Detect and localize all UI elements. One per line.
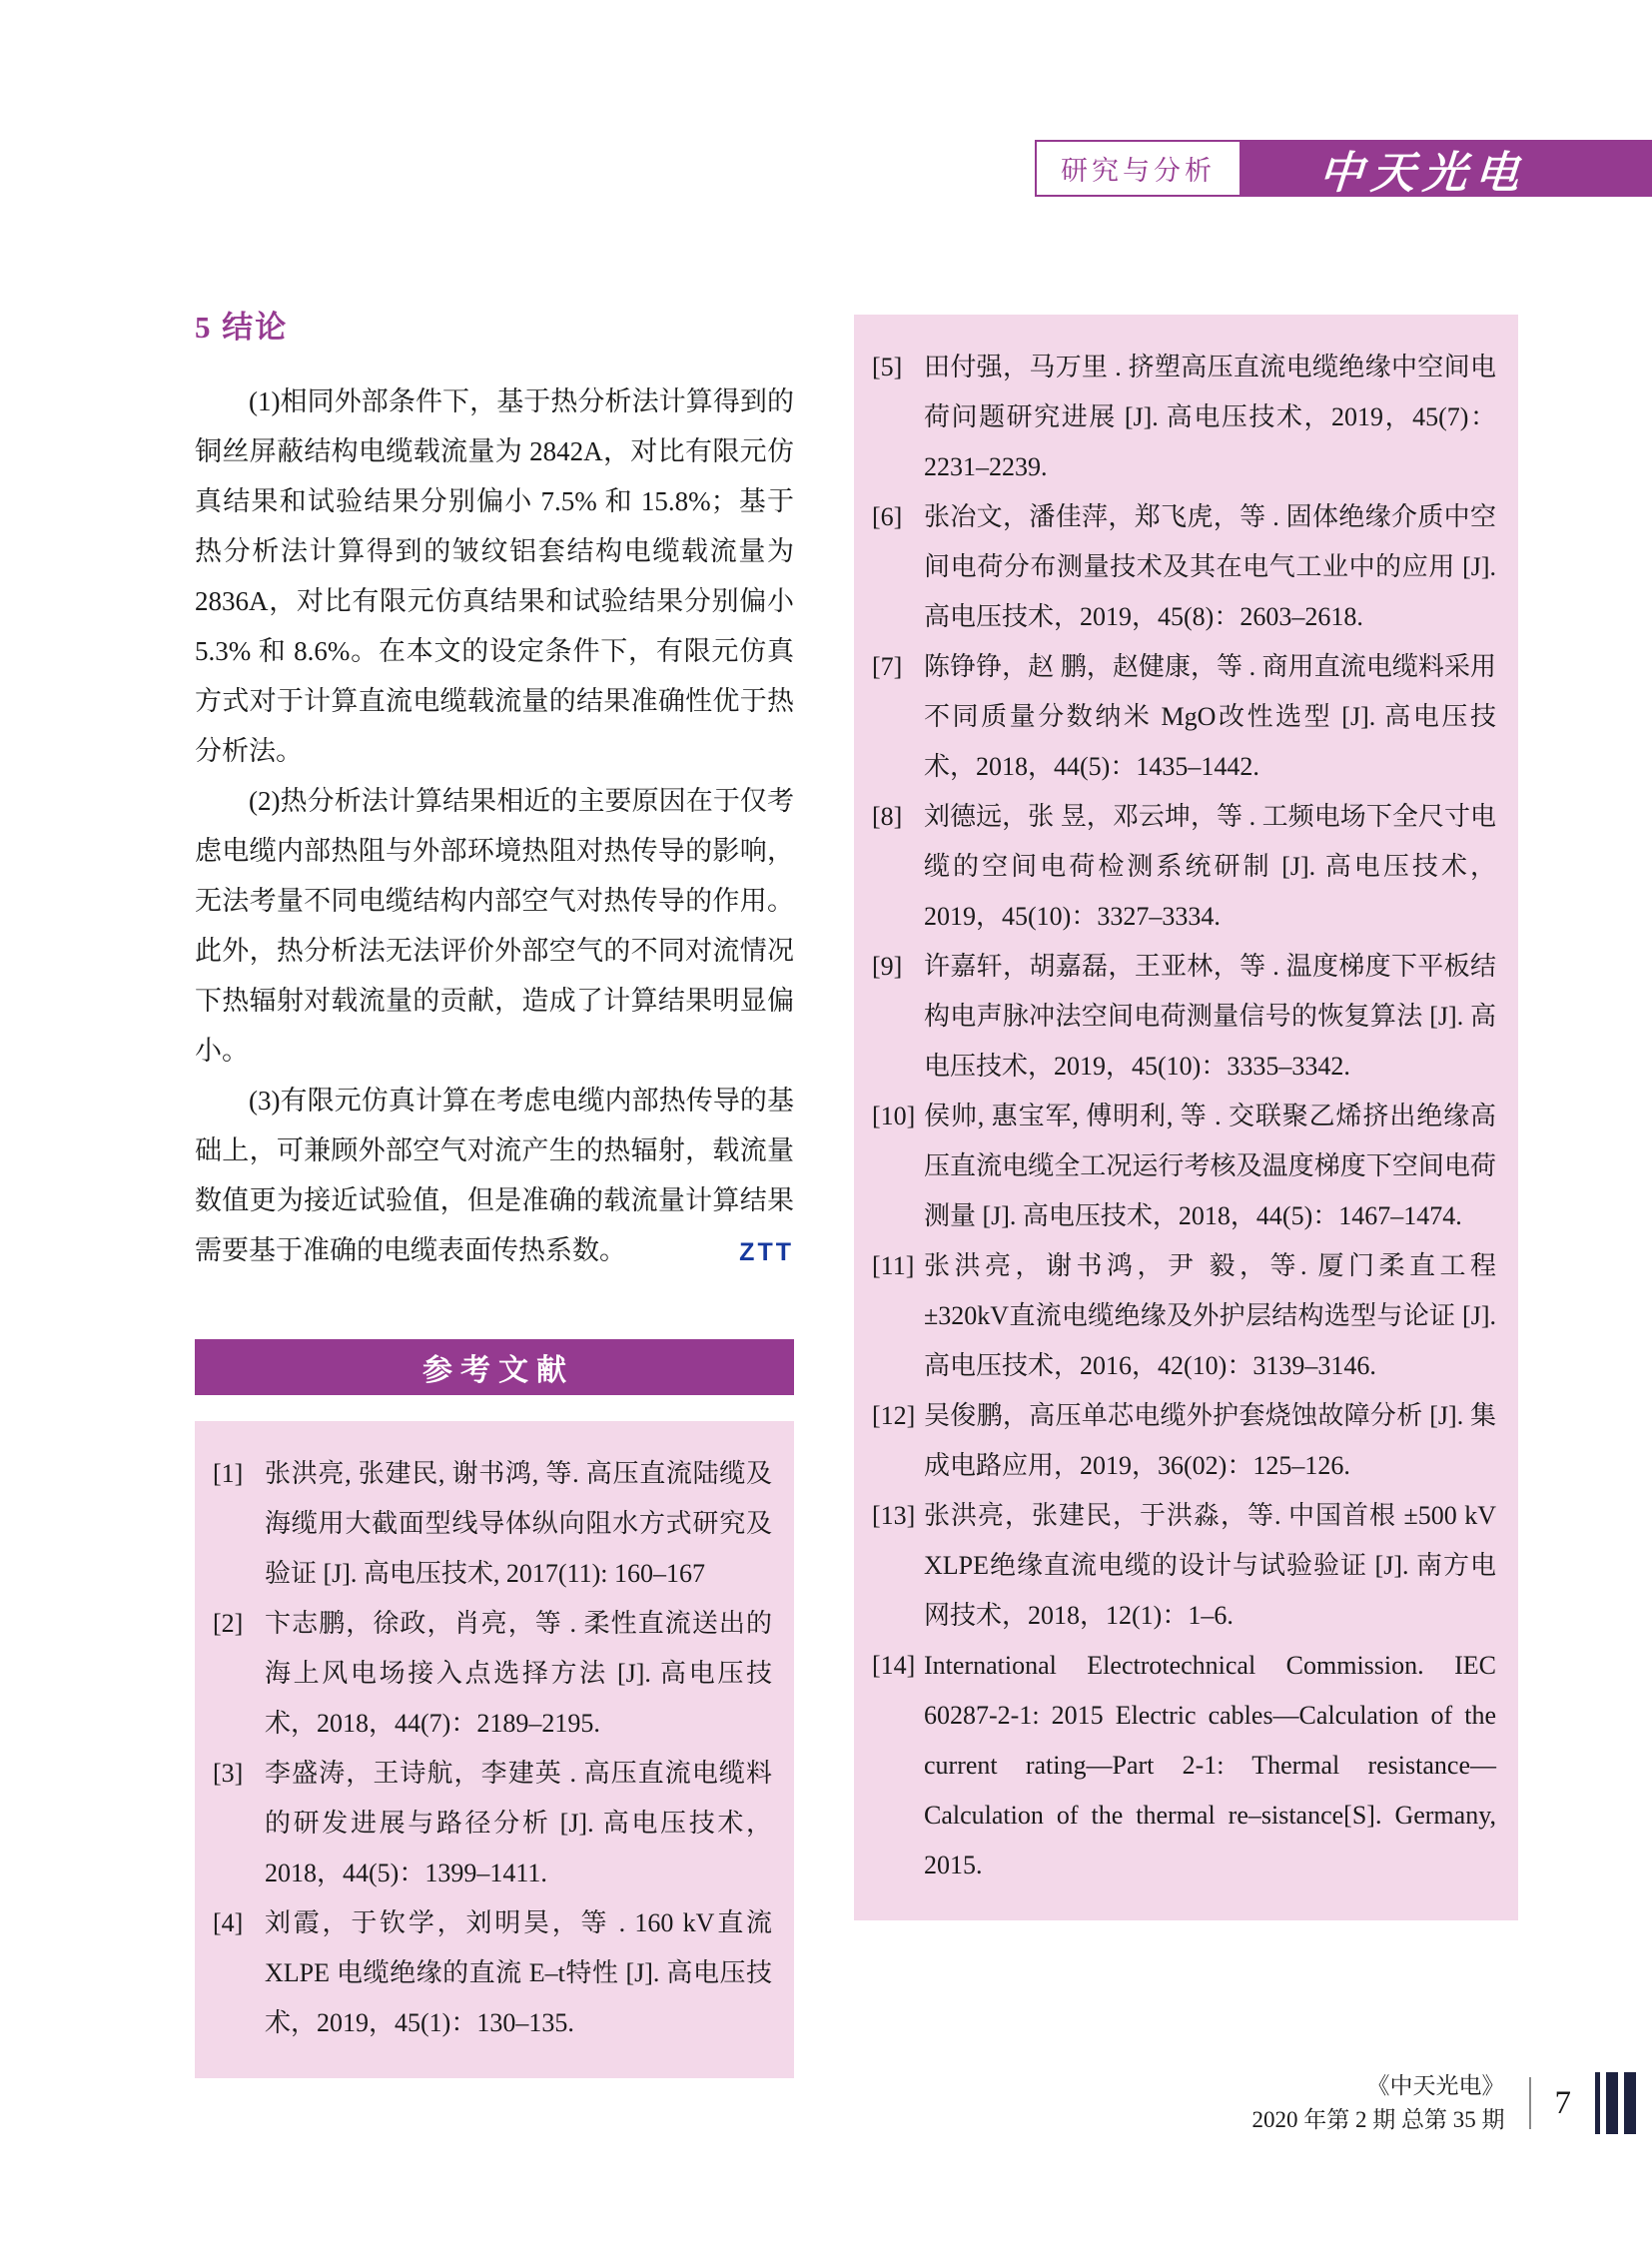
reference-number: [5] bbox=[872, 353, 903, 381]
footer-divider bbox=[1529, 2077, 1531, 2129]
reference-number: [14] bbox=[872, 1651, 916, 1680]
reference-number: [1] bbox=[213, 1459, 244, 1488]
reference-text: 陈铮铮，赵 鹏，赵健康，等 . 商用直流电缆料采用不同质量分数纳米 MgO改性选型 [J]. 高电压技术，2018，44(5)：1435–1442. bbox=[924, 652, 1496, 781]
reference-number: [4] bbox=[213, 1908, 244, 1937]
reference-item bbox=[872, 1491, 1496, 1641]
reference-text: 张冶文，潘佳萍，郑飞虎，等 . 固体绝缘介质中空间电荷分布测量技术及其在电气工业中的应用 [J]. 高电压技术，2019，45(8)：2603–2618. bbox=[924, 502, 1496, 631]
conclusion-body bbox=[195, 376, 794, 1275]
reference-number: [7] bbox=[872, 652, 903, 681]
reference-text: 吴俊鹏，高压单芯电缆外护套烧蚀故障分析 [J]. 集成电路应用，2019，36(02)：125–126. bbox=[924, 1401, 1496, 1480]
reference-number: [12] bbox=[872, 1401, 916, 1430]
reference-item bbox=[872, 792, 1496, 942]
reference-number: [3] bbox=[213, 1759, 244, 1788]
references-box-right bbox=[854, 315, 1518, 1920]
reference-number: [8] bbox=[872, 802, 903, 831]
reference-item bbox=[872, 343, 1496, 492]
journal-logo: 中天光电 bbox=[1316, 148, 1529, 198]
reference-number: [11] bbox=[872, 1251, 915, 1280]
barcode-marks bbox=[1595, 2072, 1636, 2134]
reference-item bbox=[872, 1391, 1496, 1491]
reference-number: [13] bbox=[872, 1501, 916, 1530]
reference-text: 张洪亮, 张建民, 谢书鸿, 等. 高压直流陆缆及海缆用大截面型线导体纵向阻水方式研究及验证 [J]. 高电压技术, 2017(11): 160–167 bbox=[265, 1459, 772, 1588]
reference-text: 卞志鹏，徐政，肖亮，等 . 柔性直流送出的海上风电场接入点选择方法 [J]. 高电压技术，2018，44(7)：2189–2195. bbox=[265, 1609, 772, 1738]
reference-item bbox=[872, 942, 1496, 1092]
reference-number: [10] bbox=[872, 1102, 916, 1130]
reference-text: 刘霞，于钦学，刘明昊，等 . 160 kV直流 XLPE 电缆绝缘的直流 E–t特性 [J]. 高电压技术，2019，45(1)：130–135. bbox=[265, 1908, 772, 2037]
reference-text: 张洪亮，谢书鸿，尹 毅，等. 厦门柔直工程 ±320kV直流电缆绝缘及外护层结构选型与论证 [J]. 高电压技术，2016，42(10)：3139–3146. bbox=[924, 1251, 1496, 1380]
reference-item bbox=[872, 1092, 1496, 1241]
logo-wrap bbox=[1241, 140, 1652, 197]
right-column bbox=[854, 315, 1518, 1920]
reference-text: 侯帅, 惠宝军, 傅明利, 等 . 交联聚乙烯挤出绝缘高压直流电缆全工况运行考核及温度梯度下空间电荷测量 [J]. 高电压技术，2018，44(5)：1467–1474. bbox=[924, 1102, 1496, 1230]
footer-issue: 2020 年第 2 期 总第 35 期 bbox=[1251, 2107, 1505, 2132]
conclusion-paragraph: (1)相同外部条件下，基于热分析法计算得到的铜丝屏蔽结构电缆载流量为 2842A，对比有限元仿真结果和试验结果分别偏小 7.5% 和 15.8%；基于热分析法计算得到的皱纹铝套结构电缆载流量为 2836A，对比有限元仿真结果和试验结果分别偏小 5.3% 和 8.6%。在本文的设定条件下，有限元仿真方式对于计算直流电缆载流量的结果准确性优于热分析法。 bbox=[195, 386, 794, 766]
reference-item bbox=[213, 1749, 772, 1898]
reference-text: 张洪亮，张建民，于洪淼，等. 中国首根 ±500 kV XLPE绝缘直流电缆的设计与试验验证 [J]. 南方电网技术，2018，12(1)：1–6. bbox=[924, 1501, 1496, 1630]
reference-item bbox=[872, 1641, 1496, 1890]
left-column bbox=[195, 302, 794, 2078]
conclusion-paragraphs bbox=[195, 376, 794, 1275]
barcode-bar bbox=[1624, 2072, 1636, 2134]
reference-text: 刘德远，张 昱，邓云坤，等 . 工频电场下全尺寸电缆的空间电荷检测系统研制 [J]. 高电压技术，2019，45(10)：3327–3334. bbox=[924, 802, 1496, 931]
barcode-bar bbox=[1606, 2072, 1618, 2134]
reference-text: 田付强，马万里 . 挤塑高压直流电缆绝缘中空间电荷问题研究进展 [J]. 高电压技术，2019，45(7)：2231–2239. bbox=[924, 353, 1496, 481]
references-banner: 参考文献 bbox=[195, 1339, 794, 1395]
header-bar bbox=[1035, 140, 1652, 197]
section-tag: 研究与分析 bbox=[1035, 140, 1241, 197]
barcode-bar bbox=[1595, 2072, 1600, 2134]
reference-item bbox=[213, 1599, 772, 1749]
reference-item bbox=[213, 1898, 772, 2048]
footer-journal-name: 《中天光电》 bbox=[1366, 2073, 1505, 2098]
footer-text bbox=[1252, 2069, 1505, 2137]
conclusion-paragraph: (3)有限元仿真计算在考虑电缆内部热传导的基础上，可兼顾外部空气对流产生的热辐射，载流量数值更为接近试验值，但是准确的载流量计算结果需要基于准确的电缆表面传热系数。 bbox=[195, 1086, 794, 1265]
page-footer bbox=[1252, 2069, 1637, 2137]
conclusion-paragraph: (2)热分析法计算结果相近的主要原因在于仅考虑电缆内部热阻与外部环境热阻对热传导的影响，无法考量不同电缆结构内部空气对热传导的作用。此外，热分析法无法评价外部空气的不同对流情况下热辐射对载流量的贡献，造成了计算结果明显偏小。 bbox=[195, 786, 794, 1066]
reference-text: 许嘉轩，胡嘉磊，王亚林，等 . 温度梯度下平板结构电声脉冲法空间电荷测量信号的恢复算法 [J]. 高电压技术，2019，45(10)：3335–3342. bbox=[924, 952, 1496, 1081]
references-box-left bbox=[195, 1421, 794, 2078]
page-number: 7 bbox=[1554, 2084, 1571, 2121]
reference-number: [6] bbox=[872, 502, 903, 531]
conclusion-heading: 5 结论 bbox=[195, 310, 289, 345]
reference-text: 李盛涛，王诗航，李建英 . 高压直流电缆料的研发进展与路径分析 [J]. 高电压技术，2018，44(5)：1399–1411. bbox=[265, 1759, 772, 1887]
reference-item bbox=[872, 1241, 1496, 1391]
reference-number: [2] bbox=[213, 1609, 244, 1638]
reference-item bbox=[213, 1449, 772, 1599]
ztt-logo: ZTT bbox=[739, 1238, 794, 1266]
reference-item bbox=[872, 492, 1496, 642]
reference-text: International Electrotechnical Commission. IEC 60287-2-1: 2015 Electric cables—Calculation of the current rating—Part 2-1: Thermal resistance—Calculation of the thermal re–sistance[S]. Germany, 2015. bbox=[924, 1651, 1496, 1879]
reference-item bbox=[872, 642, 1496, 792]
reference-number: [9] bbox=[872, 952, 903, 981]
